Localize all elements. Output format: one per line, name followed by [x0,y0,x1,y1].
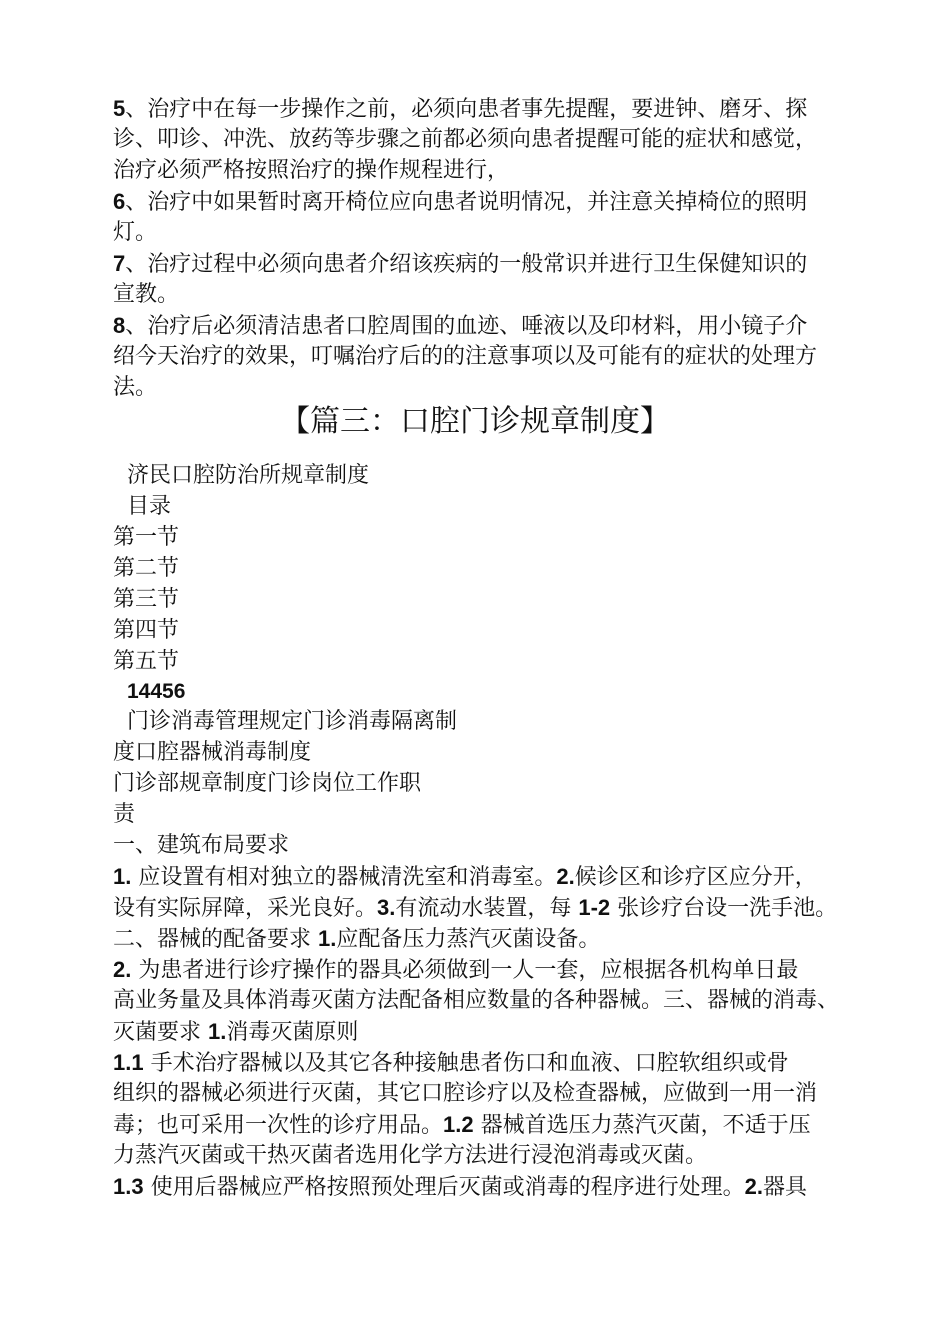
item-number: 8 [113,313,126,338]
rule-line-5: 高业务量及具体消毒灭菌方法配备相应数量的各种器械。三、器械的消毒、 [113,988,840,1013]
item-number: 5 [113,96,126,121]
toc-section-3: 第三节 [113,587,180,612]
text: 灭菌要求 [113,1020,208,1045]
section-heading: 【篇三：口腔门诊规章制度】 [280,404,670,439]
toc-section-4: 第四节 [113,618,180,643]
text: 、治疗中如果暂时离开椅位应向患者说明情况，并注意关掉椅位的照明 [125,190,808,215]
rule-line-8: 组织的器械必须进行灭菌，其它口腔诊疗以及检查器械，应做到一用一消 [113,1081,818,1106]
toc-label: 目录 [127,494,172,519]
paragraph-8-line-3: 法。 [113,375,158,400]
text: 毒；也可采用一次性的诊疗用品。 [113,1113,444,1138]
text: 消毒灭菌原则 [226,1020,359,1045]
text: 应配备压力蒸汽灭菌设备。 [336,927,601,952]
rule-line-2 [113,893,837,924]
paragraph-5-line-3: 治疗必须严格按照治疗的操作规程进行， [113,158,510,183]
text: 为患者进行诊疗操作的器具必须做到一人一套，应根据各机构单日最 [131,958,799,983]
text: 、治疗过程中必须向患者介绍该疾病的一般常识并进行卫生保健知识的 [125,252,808,277]
paragraph-6-line-2: 灯。 [113,220,158,245]
item-number: 1. [318,926,337,951]
text: 使用后器械应严格按照预处理后灭菌或消毒的程序进行处理。 [143,1175,745,1200]
item-number: 1.3 [113,1174,144,1199]
text: 手术治疗器械以及其它各种接触患者伤口和血液、口腔软组织或骨 [143,1051,789,1076]
text: 器具 [762,1175,807,1200]
rule-line-7 [113,1048,789,1079]
rule-line-3 [113,924,600,955]
rule-line-6 [113,1017,358,1048]
paragraph-8-line-2: 绍今天治疗的效果，叮嘱治疗后的的注意事项以及可能有的症状的处理方 [113,344,818,369]
text: 二、器械的配备要求 [113,927,318,952]
toc-text-3: 门诊部规章制度门诊岗位工作职 [113,771,422,796]
item-number: 2. [744,1174,763,1199]
rule-line-10: 力蒸汽灭菌或干热灭菌者选用化学方法进行浸泡消毒或灭菌。 [113,1143,708,1168]
item-number: 3. [377,895,396,920]
toc-section-5: 第五节 [113,649,180,674]
item-number: 1.2 [443,1112,474,1137]
item-number: 2. [113,957,132,982]
toc-section-2: 第二节 [113,556,180,581]
paragraph-7-line-1 [113,249,807,280]
paragraph-5-line-2: 诊、叩诊、冲洗、放药等步骤之前都必须向患者提醒可能的症状和感觉， [113,127,818,152]
text: 候诊区和诊疗区应分开， [574,865,817,890]
text: 有流动水装置，每 [395,896,579,921]
toc-text-2: 度口腔器械消毒制度 [113,740,312,765]
text: 张诊疗台设一洗手池。 [610,896,838,921]
item-number: 1-2 [578,895,611,920]
paragraph-8-line-1 [113,311,807,342]
toc-section-1: 第一节 [113,525,180,550]
text: 、治疗中在每一步操作之前，必须向患者事先提醒，要进钟、磨牙、探 [125,97,808,122]
toc-numbers: 14456 [127,680,186,703]
heading-building-layout: 一、建筑布局要求 [113,833,290,858]
rule-line-11 [113,1172,807,1203]
paragraph-7-line-2: 宣教。 [113,282,180,307]
item-number: 1. [113,864,132,889]
item-number: 7 [113,251,126,276]
rule-line-1 [113,862,817,893]
rule-line-4 [113,955,798,986]
paragraph-5-line-1 [113,94,807,125]
toc-text-4: 责 [113,802,136,827]
item-number: 1.1 [113,1050,144,1075]
item-number: 1. [208,1019,227,1044]
text: 器械首选压力蒸汽灭菌，不适于压 [473,1113,811,1138]
paragraph-6-line-1 [113,187,807,218]
item-number: 6 [113,189,126,214]
rule-line-9 [113,1110,811,1141]
text: 、治疗后必须清洁患者口腔周围的血迹、唾液以及印材料，用小镜子介 [125,314,808,339]
org-title: 济民口腔防治所规章制度 [127,463,370,488]
text: 应设置有相对独立的器械清洗室和消毒室。 [131,865,557,890]
item-number: 2. [556,864,575,889]
toc-text-1: 门诊消毒管理规定门诊消毒隔离制 [127,709,458,734]
text: 设有实际屏障，采光良好。 [113,896,378,921]
